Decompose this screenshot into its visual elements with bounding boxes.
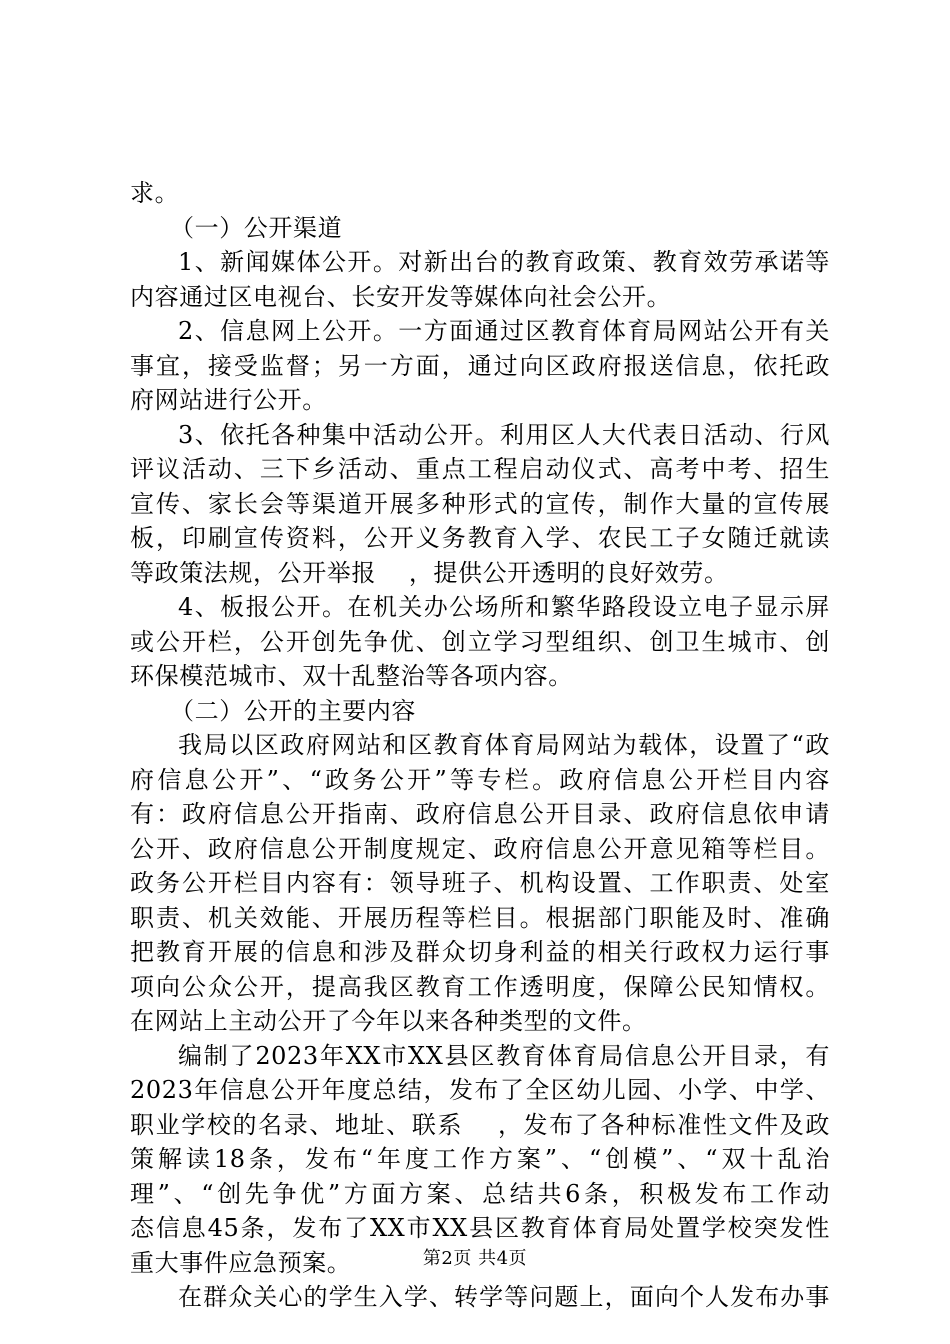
text-line: 府信息公开”、“政务公开”等专栏。政府信息公开栏目内容: [130, 765, 830, 794]
page-footer: 第2页 共4页: [422, 1248, 528, 1269]
text-line: 2023年信息公开年度总结，发布了全区幼儿园、小学、中学、: [130, 1076, 830, 1104]
text-line: 职责、机关效能、开展历程等栏目。根据部门职能及时、准确: [130, 903, 830, 932]
text-line: 在网站上主动公开了今年以来各种类型的文件。: [130, 1007, 647, 1035]
text-line: （一）公开渠道: [170, 213, 343, 242]
text-line: 把教育开展的信息和涉及群众切身利益的相关行政权力运行事: [130, 938, 830, 966]
text-line: 重大事件应急预案。: [130, 1248, 352, 1277]
text-line: （二）公开的主要内容: [170, 696, 416, 725]
document-body: [130, 176, 830, 1315]
text-line: 编制了2023年XX市XX县区教育体育局信息公开目录，有: [178, 1041, 830, 1070]
text-line: 4、板报公开。在机关办公场所和繁华路段设立电子显示屏: [178, 593, 830, 621]
text-line: 职业学校的名录、地址、联系 ，发布了各种标准性文件及政: [130, 1110, 830, 1139]
text-line: 府网站进行公开。: [130, 386, 327, 414]
text-line: 项向公众公开，提高我区教育工作透明度，保障公民知情权。: [130, 972, 830, 1001]
text-line: 理”、“创先争优”方面方案、总结共6条，积极发布工作动: [130, 1179, 830, 1208]
text-line: 1、新闻媒体公开。对新出台的教育政策、教育效劳承诺等: [178, 248, 830, 276]
text-line: 环保模范城市、双十乱整治等各项内容。: [130, 662, 573, 690]
text-line: 在群众关心的学生入学、转学等问题上，面向个人发布办事: [178, 1283, 830, 1311]
text-line: 2、信息网上公开。一方面通过区教育体育局网站公开有关: [178, 317, 830, 345]
text-line: 有：政府信息公开指南、政府信息公开目录、政府信息依申请: [130, 800, 830, 828]
text-line: 内容通过区电视台、长安开发等媒体向社会公开。: [130, 282, 672, 311]
text-line: 我局以区政府网站和区教育体育局网站为载体，设置了“政: [178, 731, 830, 759]
text-line: 事宜，接受监督；另一方面，通过向区政府报送信息，依托政: [130, 351, 830, 380]
text-line: 求。: [130, 179, 180, 207]
text-line: 公开、政府信息公开制度规定、政府信息公开意见箱等栏目。: [130, 834, 830, 863]
text-line: 等政策法规，公开举报 ，提供公开透明的良好效劳。: [130, 558, 729, 587]
text-line: 策解读18条，发布“年度工作方案”、“创模”、“双十乱治: [130, 1145, 830, 1173]
text-line: 政务公开栏目内容有：领导班子、机构设置、工作职责、处室: [130, 869, 830, 897]
text-line: 评议活动、三下乡活动、重点工程启动仪式、高考中考、招生: [130, 455, 830, 483]
text-line: 宣传、家长会等渠道开展多种形式的宣传，制作大量的宣传展: [130, 489, 830, 518]
text-line: 3、依托各种集中活动公开。利用区人大代表日活动、行风: [178, 420, 830, 449]
text-line: 态信息45条，发布了XX市XX县区教育体育局处置学校突发性: [130, 1214, 830, 1242]
text-line: 板，印刷宣传资料，公开义务教育入学、农民工子女随迁就读: [130, 524, 830, 552]
text-line: 或公开栏，公开创先争优、创立学习型组织、创卫生城市、创: [130, 627, 830, 656]
